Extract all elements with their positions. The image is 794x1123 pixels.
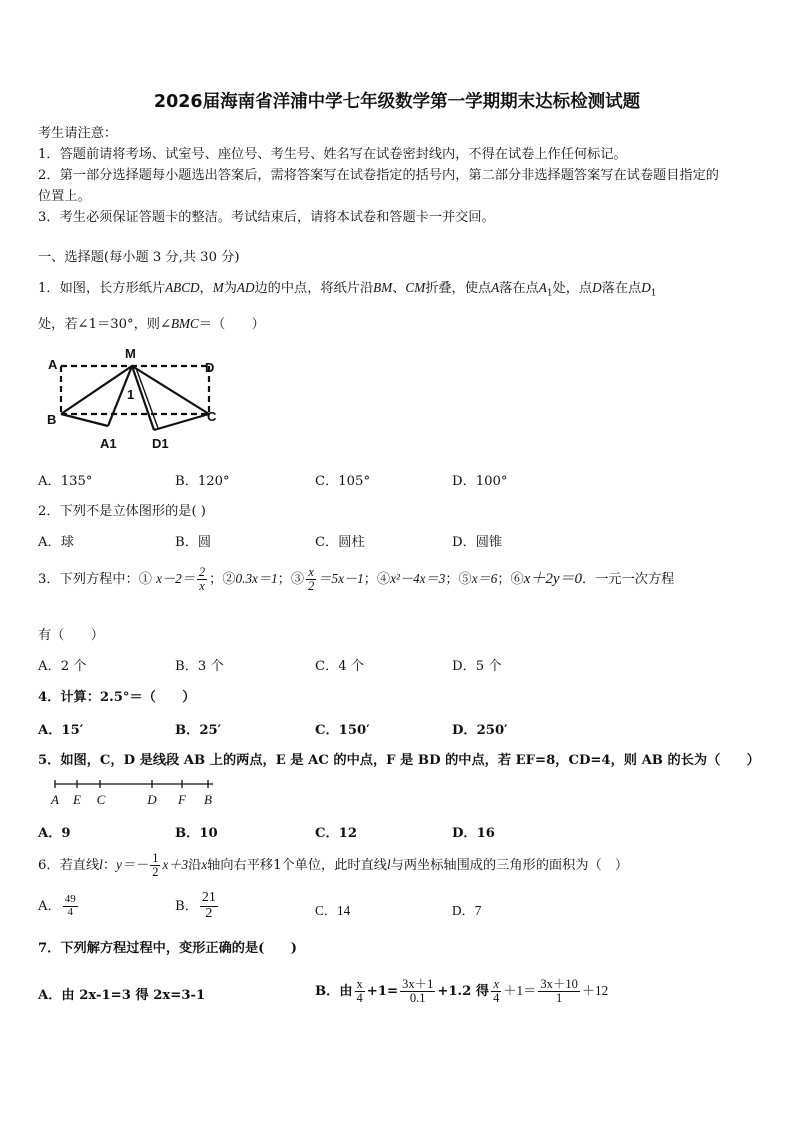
q3-stem-line2: 有（ ） [38, 628, 104, 643]
q2-option-a[interactable]: A．球 [38, 535, 74, 550]
q6-option-d[interactable]: D．7 [452, 903, 482, 918]
segment-MD1 [132, 366, 154, 430]
fig-label-A: A [48, 357, 58, 372]
q3-option-d[interactable]: D．5 个 [452, 659, 502, 674]
q1-stem-line2: 处，若∠1＝30°，则∠BMC＝（ ） [38, 316, 265, 332]
q5-option-d[interactable]: D．16 [452, 826, 495, 841]
q7-option-b[interactable]: B．由 $\frac{x}{4}$ +1= $\frac{3x+1}{0.1}$ +1.2 得 $\frac{x}{4}$ ＋1＝ $\frac{3x+10}{1}$ ＋12 [315, 976, 609, 1005]
segment-BA1 [61, 414, 108, 426]
q3-option-a[interactable]: A．2 个 [38, 659, 87, 674]
q4-option-d[interactable]: D．250′ [452, 723, 508, 738]
segment-MD1-edge [136, 368, 158, 428]
seg-label-E: E [73, 792, 81, 807]
fig-label-D: D [205, 360, 215, 375]
q6-option-a[interactable]: A． $\frac{49}{4}$ [38, 893, 76, 918]
q1-option-c[interactable]: C．105° [315, 474, 371, 489]
q2-option-b[interactable]: B．圆 [175, 535, 212, 550]
fig-label-C: C [207, 409, 217, 424]
q1-rectangle-fold-figure [40, 344, 230, 454]
fig-label-angle-1: 1 [127, 387, 135, 402]
notice-item-3: 3．考生必须保证答题卡的整洁。考试结束后，请将本试卷和答题卡一并交回。 [38, 210, 495, 225]
q2-option-d[interactable]: D．圆锥 [452, 535, 503, 550]
q3-option-c[interactable]: C．4 个 [315, 659, 365, 674]
seg-label-D: D [147, 792, 157, 807]
fig-label-A1: A1 [100, 436, 117, 451]
notice-item-2-cont: 位置上。 [38, 189, 91, 204]
q3-stem-line1: 3．下列方程中：① x－2＝ $\frac{2}{x}$ ；②0.3x＝1；③ $\frac{x}{2}$ ＝5x－1；④x²－4x＝3；⑤x＝6；⑥x＋2y＝0．一元一次方程 [38, 565, 675, 594]
seg-label-F: F [178, 792, 186, 807]
q1-option-d[interactable]: D．100° [452, 474, 508, 489]
q4-option-c[interactable]: C．150′ [315, 723, 370, 738]
seg-label-C: C [96, 792, 106, 807]
q6-option-b[interactable]: B． $\frac{21}{2}$ [175, 890, 216, 921]
notice-item-2: 2．第一部分选择题每小题选出答案后，需将答案写在试卷指定的括号内，第二部分非选择题答案写在试卷题目指定的 [38, 168, 719, 183]
q4-stem: 4．计算：2.5°＝（ ） [38, 690, 196, 705]
q2-option-c[interactable]: C．圆柱 [315, 535, 365, 550]
q5-line-segment-figure [48, 776, 223, 808]
seg-label-A: A [51, 792, 59, 807]
notice-heading: 考生请注意： [38, 126, 118, 141]
q5-stem: 5．如图，C，D 是线段 AB 上的两点，E 是 AC 的中点，F 是 BD 的中点，若 EF=8，CD=4，则 AB 的长为（ ） [38, 753, 760, 768]
q5-option-c[interactable]: C．12 [315, 826, 358, 841]
q5-option-a[interactable]: A．9 [38, 826, 71, 841]
q7-stem: 7．下列解方程过程中，变形正确的是( ) [38, 941, 298, 956]
q1-option-a[interactable]: A．135° [38, 474, 93, 489]
q3-option-b[interactable]: B．3 个 [175, 659, 224, 674]
seg-label-B: B [204, 792, 212, 807]
notice-item-1: 1．答题前请将考场、试室号、座位号、考生号、姓名写在试卷密封线内，不得在试卷上作任何标记。 [38, 147, 627, 162]
q1-stem-line1: 1．如图，长方形纸片ABCD，M为AD边的中点，将纸片沿BM、CM折叠，使点A落在点$A_1$处，点D落在点$D_1$ [38, 280, 657, 299]
q6-stem: 6．若直线l：y＝－ $\frac{1}{2}$ x＋3沿x轴向右平移1个单位，此时直线l与两坐标轴围成的三角形的面积为（ ） [38, 850, 629, 879]
q2-stem: 2．下列不是立体图形的是( ) [38, 504, 206, 519]
fig-label-M: M [125, 346, 136, 361]
q4-option-b[interactable]: B．25′ [175, 723, 222, 738]
q6-option-c[interactable]: C．14 [315, 903, 351, 918]
segment-CD1 [154, 414, 209, 430]
fig-label-D1: D1 [152, 436, 169, 451]
q5-option-b[interactable]: B．10 [175, 826, 218, 841]
q7-option-a[interactable]: A．由 2x-1=3 得 2x=3-1 [38, 988, 206, 1003]
page-title: 2026届海南省洋浦中学七年级数学第一学期期末达标检测试题 [153, 92, 641, 112]
q4-option-a[interactable]: A．15′ [38, 723, 84, 738]
fig-label-B: B [47, 412, 57, 427]
q1-option-b[interactable]: B．120° [175, 474, 230, 489]
section-heading: 一、选择题(每小题 3 分,共 30 分) [38, 250, 240, 265]
